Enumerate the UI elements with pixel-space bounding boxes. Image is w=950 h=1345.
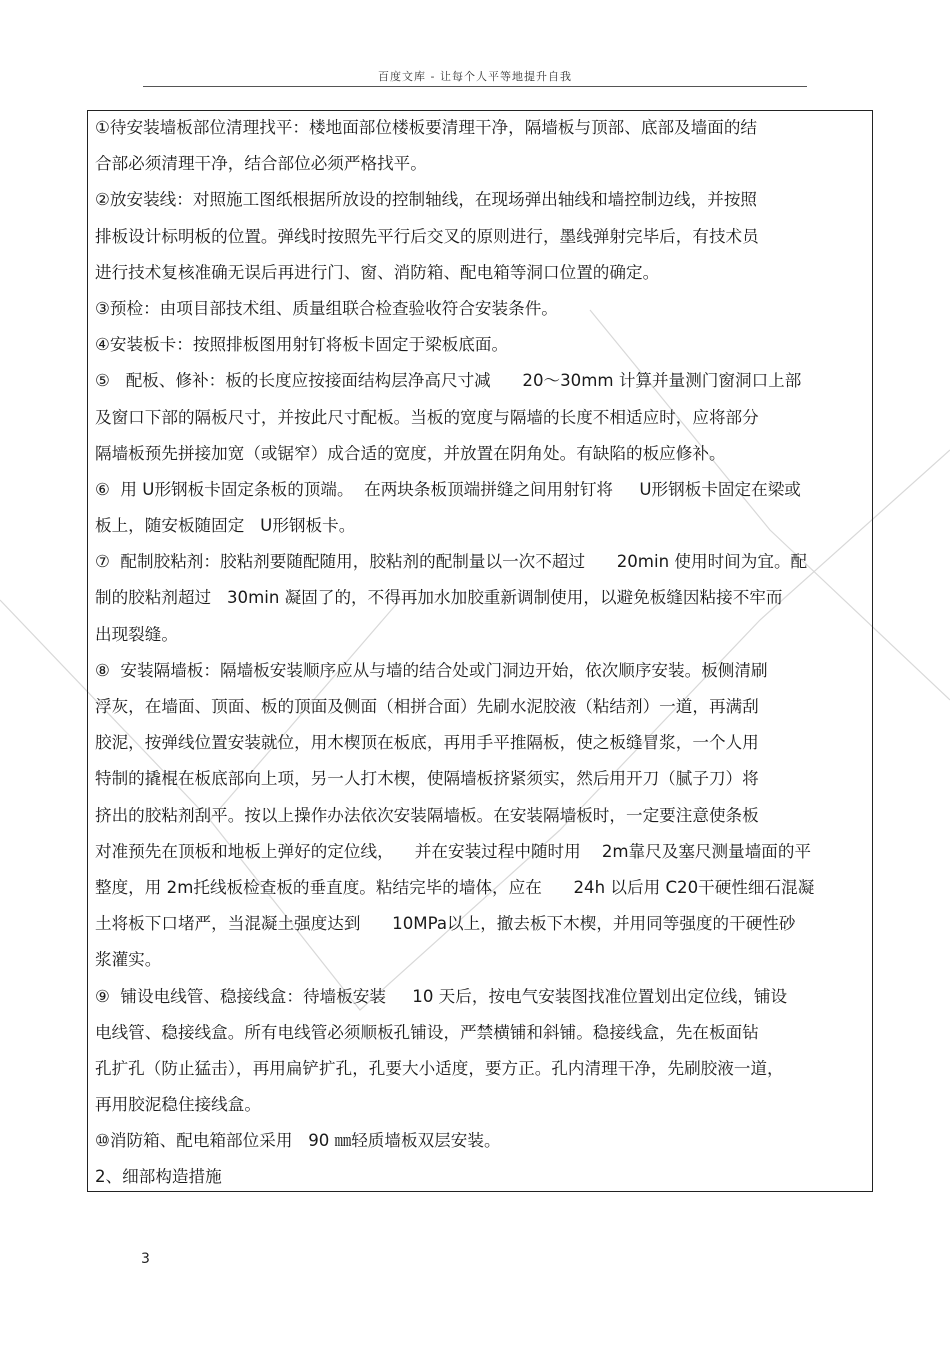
text-line: ⑧ 安装隔墙板：隔墙板安装顺序应从与墙的结合处或门洞边开始，依次顺序安装。板侧清刷 — [95, 660, 768, 680]
text-line: ⑥ 用 U形钢板卡固定条板的顶端。 在两块条板顶端拼缝之间用射钉将 U形钢板卡固定在梁或 — [95, 479, 801, 499]
header-divider — [143, 86, 807, 87]
text-line: ①待安装墙板部位清理找平：楼地面部位楼板要清理干净，隔墙板与顶部、底部及墙面的结 — [95, 118, 758, 137]
text-line: 排板设计标明板的位置。弹线时按照先平行后交叉的原则进行，墨线弹射完毕后，有技术员 — [95, 226, 759, 246]
text-line: ④安装板卡：按照排板图用射钉将板卡固定于梁板底面。 — [95, 335, 509, 355]
text-line: 整度，用 2m托线板检查板的垂直度。粘结完毕的墙体，应在 24h 以后用 C20干硬性细石混凝 — [95, 877, 815, 897]
text-line: ⑦ 配制胶粘剂：胶粘剂要随配随用，胶粘剂的配制量以一次不超过 20min 使用时间为宜。配 — [95, 552, 808, 572]
text-line: 及窗口下部的隔板尺寸，并按此尺寸配板。当板的宽度与隔墙的长度不相适应时，应将部分 — [95, 407, 759, 427]
text-line: 特制的撬棍在板底部向上项，另一人打木楔，使隔墙板挤紧须实，然后用开刀（腻子刀）将 — [95, 769, 759, 789]
text-line: ⑤ 配板、修补：板的长度应按接面结构层净高尺寸减 20～30mm 计算并量测门窗洞口上部 — [95, 371, 802, 391]
text-line: 制的胶粘剂超过 30min 凝固了的，不得再加水加胶重新调制使用，以避免板缝因粘接不牢而 — [95, 588, 783, 608]
text-line: 隔墙板预先拼接加宽（或锯窄）成合适的宽度，并放置在阴角处。有缺陷的板应修补。 — [95, 443, 726, 463]
text-line: 电线管、稳接线盒。所有电线管必须顺板孔铺设，严禁横铺和斜铺。稳接线盒，先在板面钻 — [95, 1022, 759, 1042]
text-line: 胶泥，按弹线位置安装就位，用木楔顶在板底，再用手平推隔板，使之板缝冒浆，一个人用 — [95, 733, 759, 753]
text-line: ⑩消防箱、配电箱部位采用 90 ㎜轻质墙板双层安装。 — [95, 1131, 501, 1151]
text-line: ⑨ 铺设电线管、稳接线盒：待墙板安装 10 天后，按电气安装图找准位置划出定位线，铺设 — [95, 986, 788, 1006]
text-line: 孔扩孔（防止猛击），再用扁铲扩孔，孔要大小适度，要方正。孔内清理干净，先刷胶液一道， — [95, 1058, 784, 1078]
text-line: 再用胶泥稳住接线盒。 — [95, 1095, 261, 1115]
page-number: 3 — [141, 1251, 150, 1267]
text-line: 土将板下口堵严，当混凝土强度达到 10MPa以上，撤去板下木楔，并用同等强度的干硬性砂 — [95, 914, 796, 934]
text-line: 浮灰，在墙面、顶面、板的顶面及侧面（相拼合面）先刷水泥胶液（粘结剂）一道，再满刮 — [95, 697, 759, 716]
text-line: 挤出的胶粘剂刮平。按以上操作办法依次安装隔墙板。在安装隔墙板时，一定要注意使条板 — [95, 805, 759, 825]
text-line: 出现裂缝。 — [95, 624, 178, 644]
text-line: ③预检：由项目部技术组、质量组联合检查验收符合安装条件。 — [95, 298, 558, 318]
text-line: 进行技术复核准确无误后再进行门、窗、消防箱、配电箱等洞口位置的确定。 — [95, 262, 660, 282]
document-body — [95, 113, 865, 1199]
section-heading: 2、细部构造措施 — [95, 1167, 222, 1187]
text-line: 合部必须清理干净，结合部位必须严格找平。 — [95, 154, 427, 174]
text-line: 板上，随安板随固定 U形钢板卡。 — [95, 516, 356, 536]
text-line: ②放安装线：对照施工图纸根据所放设的控制轴线，在现场弹出轴线和墙控制边线，并按照 — [95, 190, 758, 210]
page-header: 百度文库 - 让每个人平等地提升自我 — [378, 70, 572, 83]
text-line: 浆灌实。 — [95, 950, 162, 970]
text-line: 对准预先在顶板和地板上弹好的定位线， 并在安装过程中随时用 2m靠尺及塞尺测量墙面的平 — [95, 841, 812, 861]
